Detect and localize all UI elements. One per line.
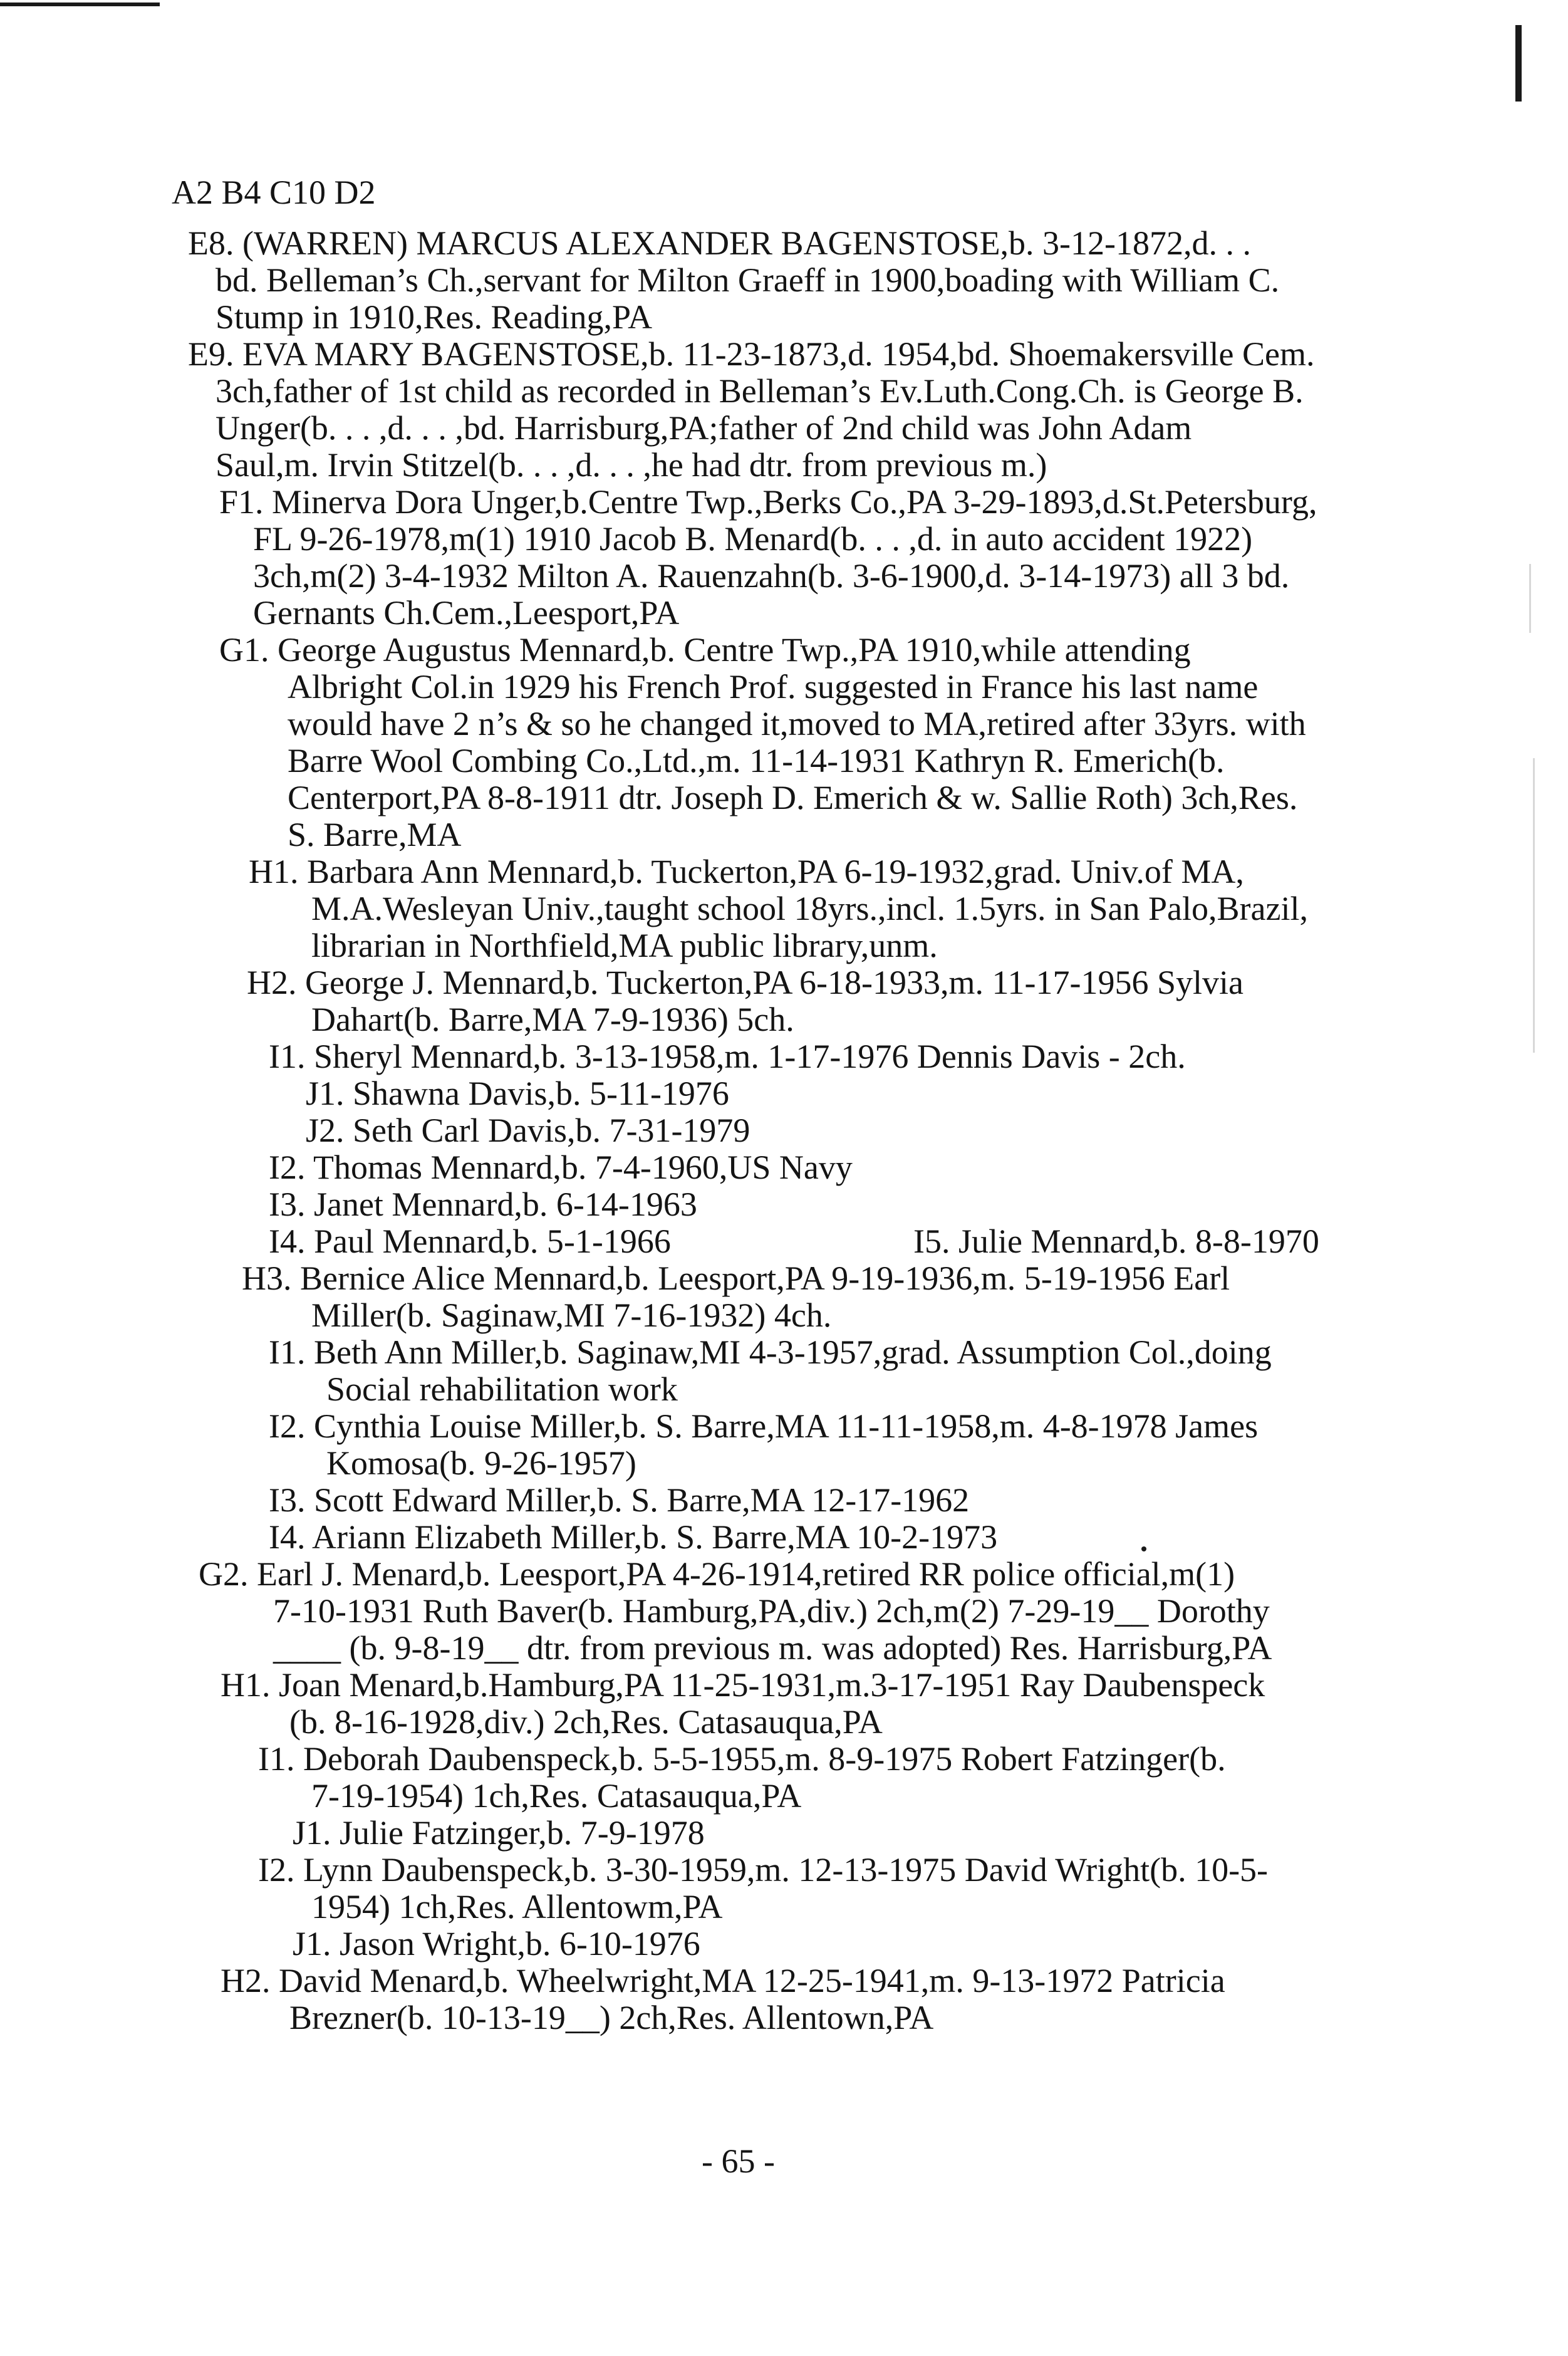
text-line: Unger(b. . . ,d. . . ,bd. Harrisburg,PA;father of 2nd child was John Adam (215, 409, 1192, 447)
text-line: Komosa(b. 9-26-1957) (326, 1444, 636, 1482)
text-line: Barre Wool Combing Co.,Ltd.,m. 11-14-1931 Kathryn R. Emerich(b. (288, 742, 1225, 779)
text-line: H2. George J. Mennard,b. Tuckerton,PA 6-18-1933,m. 11-17-1956 Sylvia (247, 964, 1243, 1001)
text-line: I3. Scott Edward Miller,b. S. Barre,MA 12-17-1962 (269, 1481, 970, 1519)
text-line: FL 9-26-1978,m(1) 1910 Jacob B. Menard(b. . . ,d. in auto accident 1922) (253, 520, 1253, 558)
page-number: - 65 - (702, 2142, 775, 2180)
text-line: I4. Paul Mennard,b. 5-1-1966 (269, 1222, 671, 1260)
text-line: I2. Lynn Daubenspeck,b. 3-30-1959,m. 12-13-1975 David Wright(b. 10-5- (258, 1851, 1269, 1889)
text-line: H1. Barbara Ann Mennard,b. Tuckerton,PA 6-19-1932,grad. Univ.of MA, (249, 853, 1244, 890)
text-line: Stump in 1910,Res. Reading,PA (215, 298, 653, 336)
text-line: 3ch,father of 1st child as recorded in Belleman’s Ev.Luth.Cong.Ch. is George B. (215, 372, 1304, 410)
stray-dot (1141, 1546, 1146, 1551)
top-rule (0, 3, 160, 6)
text-line: I1. Sheryl Mennard,b. 3-13-1958,m. 1-17-1976 Dennis Davis - 2ch. (269, 1038, 1186, 1075)
text-line: 3ch,m(2) 3-4-1932 Milton A. Rauenzahn(b. 3-6-1900,d. 3-14-1973) all 3 bd. (253, 557, 1290, 595)
text-line: H3. Bernice Alice Mennard,b. Leesport,PA 9-19-1936,m. 5-19-1956 Earl (242, 1259, 1230, 1297)
text-line: I4. Ariann Elizabeth Miller,b. S. Barre,MA 10-2-1973 (269, 1518, 998, 1556)
text-line: H1. Joan Menard,b.Hamburg,PA 11-25-1931,m.3-17-1951 Ray Daubenspeck (221, 1666, 1265, 1704)
text-line: I2. Thomas Mennard,b. 7-4-1960,US Navy (269, 1149, 853, 1186)
text-line: would have 2 n’s & so he changed it,moved to MA,retired after 33yrs. with (288, 705, 1306, 743)
text-line: E8. (WARREN) MARCUS ALEXANDER BAGENSTOSE,b. 3-12-1872,d. . . (188, 224, 1252, 262)
text-line: I1. Beth Ann Miller,b. Saginaw,MI 4-3-1957,grad. Assumption Col.,doing (269, 1333, 1272, 1371)
text-line: Dahart(b. Barre,MA 7-9-1936) 5ch. (311, 1001, 794, 1038)
text-line: 1954) 1ch,Res. Allentowm,PA (311, 1888, 723, 1926)
text-line: I2. Cynthia Louise Miller,b. S. Barre,MA 11-11-1958,m. 4-8-1978 James (269, 1407, 1259, 1445)
text-line: (b. 8-16-1928,div.) 2ch,Res. Catasauqua,PA (289, 1703, 883, 1741)
text-line: librarian in Northfield,MA public library,unm. (311, 927, 938, 964)
text-line: Saul,m. Irvin Stitzel(b. . . ,d. . . ,he had dtr. from previous m.) (215, 446, 1047, 484)
text-line: I1. Deborah Daubenspeck,b. 5-5-1955,m. 8-9-1975 Robert Fatzinger(b. (258, 1740, 1226, 1778)
text-line: Miller(b. Saginaw,MI 7-16-1932) 4ch. (311, 1296, 832, 1334)
text-line: bd. Belleman’s Ch.,servant for Milton Graeff in 1900,boading with William C. (215, 261, 1280, 299)
text-line: M.A.Wesleyan Univ.,taught school 18yrs.,incl. 1.5yrs. in San Palo,Brazil, (311, 890, 1308, 927)
margin-mark (1515, 25, 1522, 102)
text-line: J1. Shawna Davis,b. 5-11-1976 (306, 1075, 729, 1112)
text-line: Centerport,PA 8-8-1911 dtr. Joseph D. Emerich & w. Sallie Roth) 3ch,Res. (288, 779, 1298, 816)
scan-shadow-line (1533, 758, 1535, 1053)
text-line: H2. David Menard,b. Wheelwright,MA 12-25-1941,m. 9-13-1972 Patricia (221, 1962, 1225, 1999)
text-line: 7-19-1954) 1ch,Res. Catasauqua,PA (311, 1777, 802, 1815)
text-line: I3. Janet Mennard,b. 6-14-1963 (269, 1186, 697, 1223)
text-line: Gernants Ch.Cem.,Leesport,PA (253, 594, 680, 632)
scan-shadow-line (1529, 564, 1531, 633)
text-line: I5. Julie Mennard,b. 8-8-1970 (913, 1222, 1319, 1260)
text-line: F1. Minerva Dora Unger,b.Centre Twp.,Berks Co.,PA 3-29-1893,d.St.Petersburg, (219, 483, 1317, 521)
text-line: J1. Julie Fatzinger,b. 7-9-1978 (293, 1814, 705, 1852)
page-header: A2 B4 C10 D2 (172, 174, 376, 211)
text-line: Brezner(b. 10-13-19__) 2ch,Res. Allentown,PA (289, 1999, 934, 2036)
text-line: 7-10-1931 Ruth Baver(b. Hamburg,PA,div.) 2ch,m(2) 7-29-19__ Dorothy (273, 1592, 1270, 1630)
text-line: G2. Earl J. Menard,b. Leesport,PA 4-26-1914,retired RR police official,m(1) (199, 1555, 1235, 1593)
text-line: E9. EVA MARY BAGENSTOSE,b. 11-23-1873,d. 1954,bd. Shoemakersville Cem. (188, 335, 1315, 373)
text-line: ____ (b. 9-8-19__ dtr. from previous m. was adopted) Res. Harrisburg,PA (273, 1629, 1272, 1667)
text-line: Albright Col.in 1929 his French Prof. suggested in France his last name (288, 668, 1259, 706)
text-line: G1. George Augustus Mennard,b. Centre Twp.,PA 1910,while attending (219, 631, 1191, 669)
text-line: J2. Seth Carl Davis,b. 7-31-1979 (306, 1112, 750, 1149)
text-line: S. Barre,MA (288, 816, 462, 853)
text-line: J1. Jason Wright,b. 6-10-1976 (293, 1925, 700, 1962)
text-line: Social rehabilitation work (326, 1370, 678, 1408)
